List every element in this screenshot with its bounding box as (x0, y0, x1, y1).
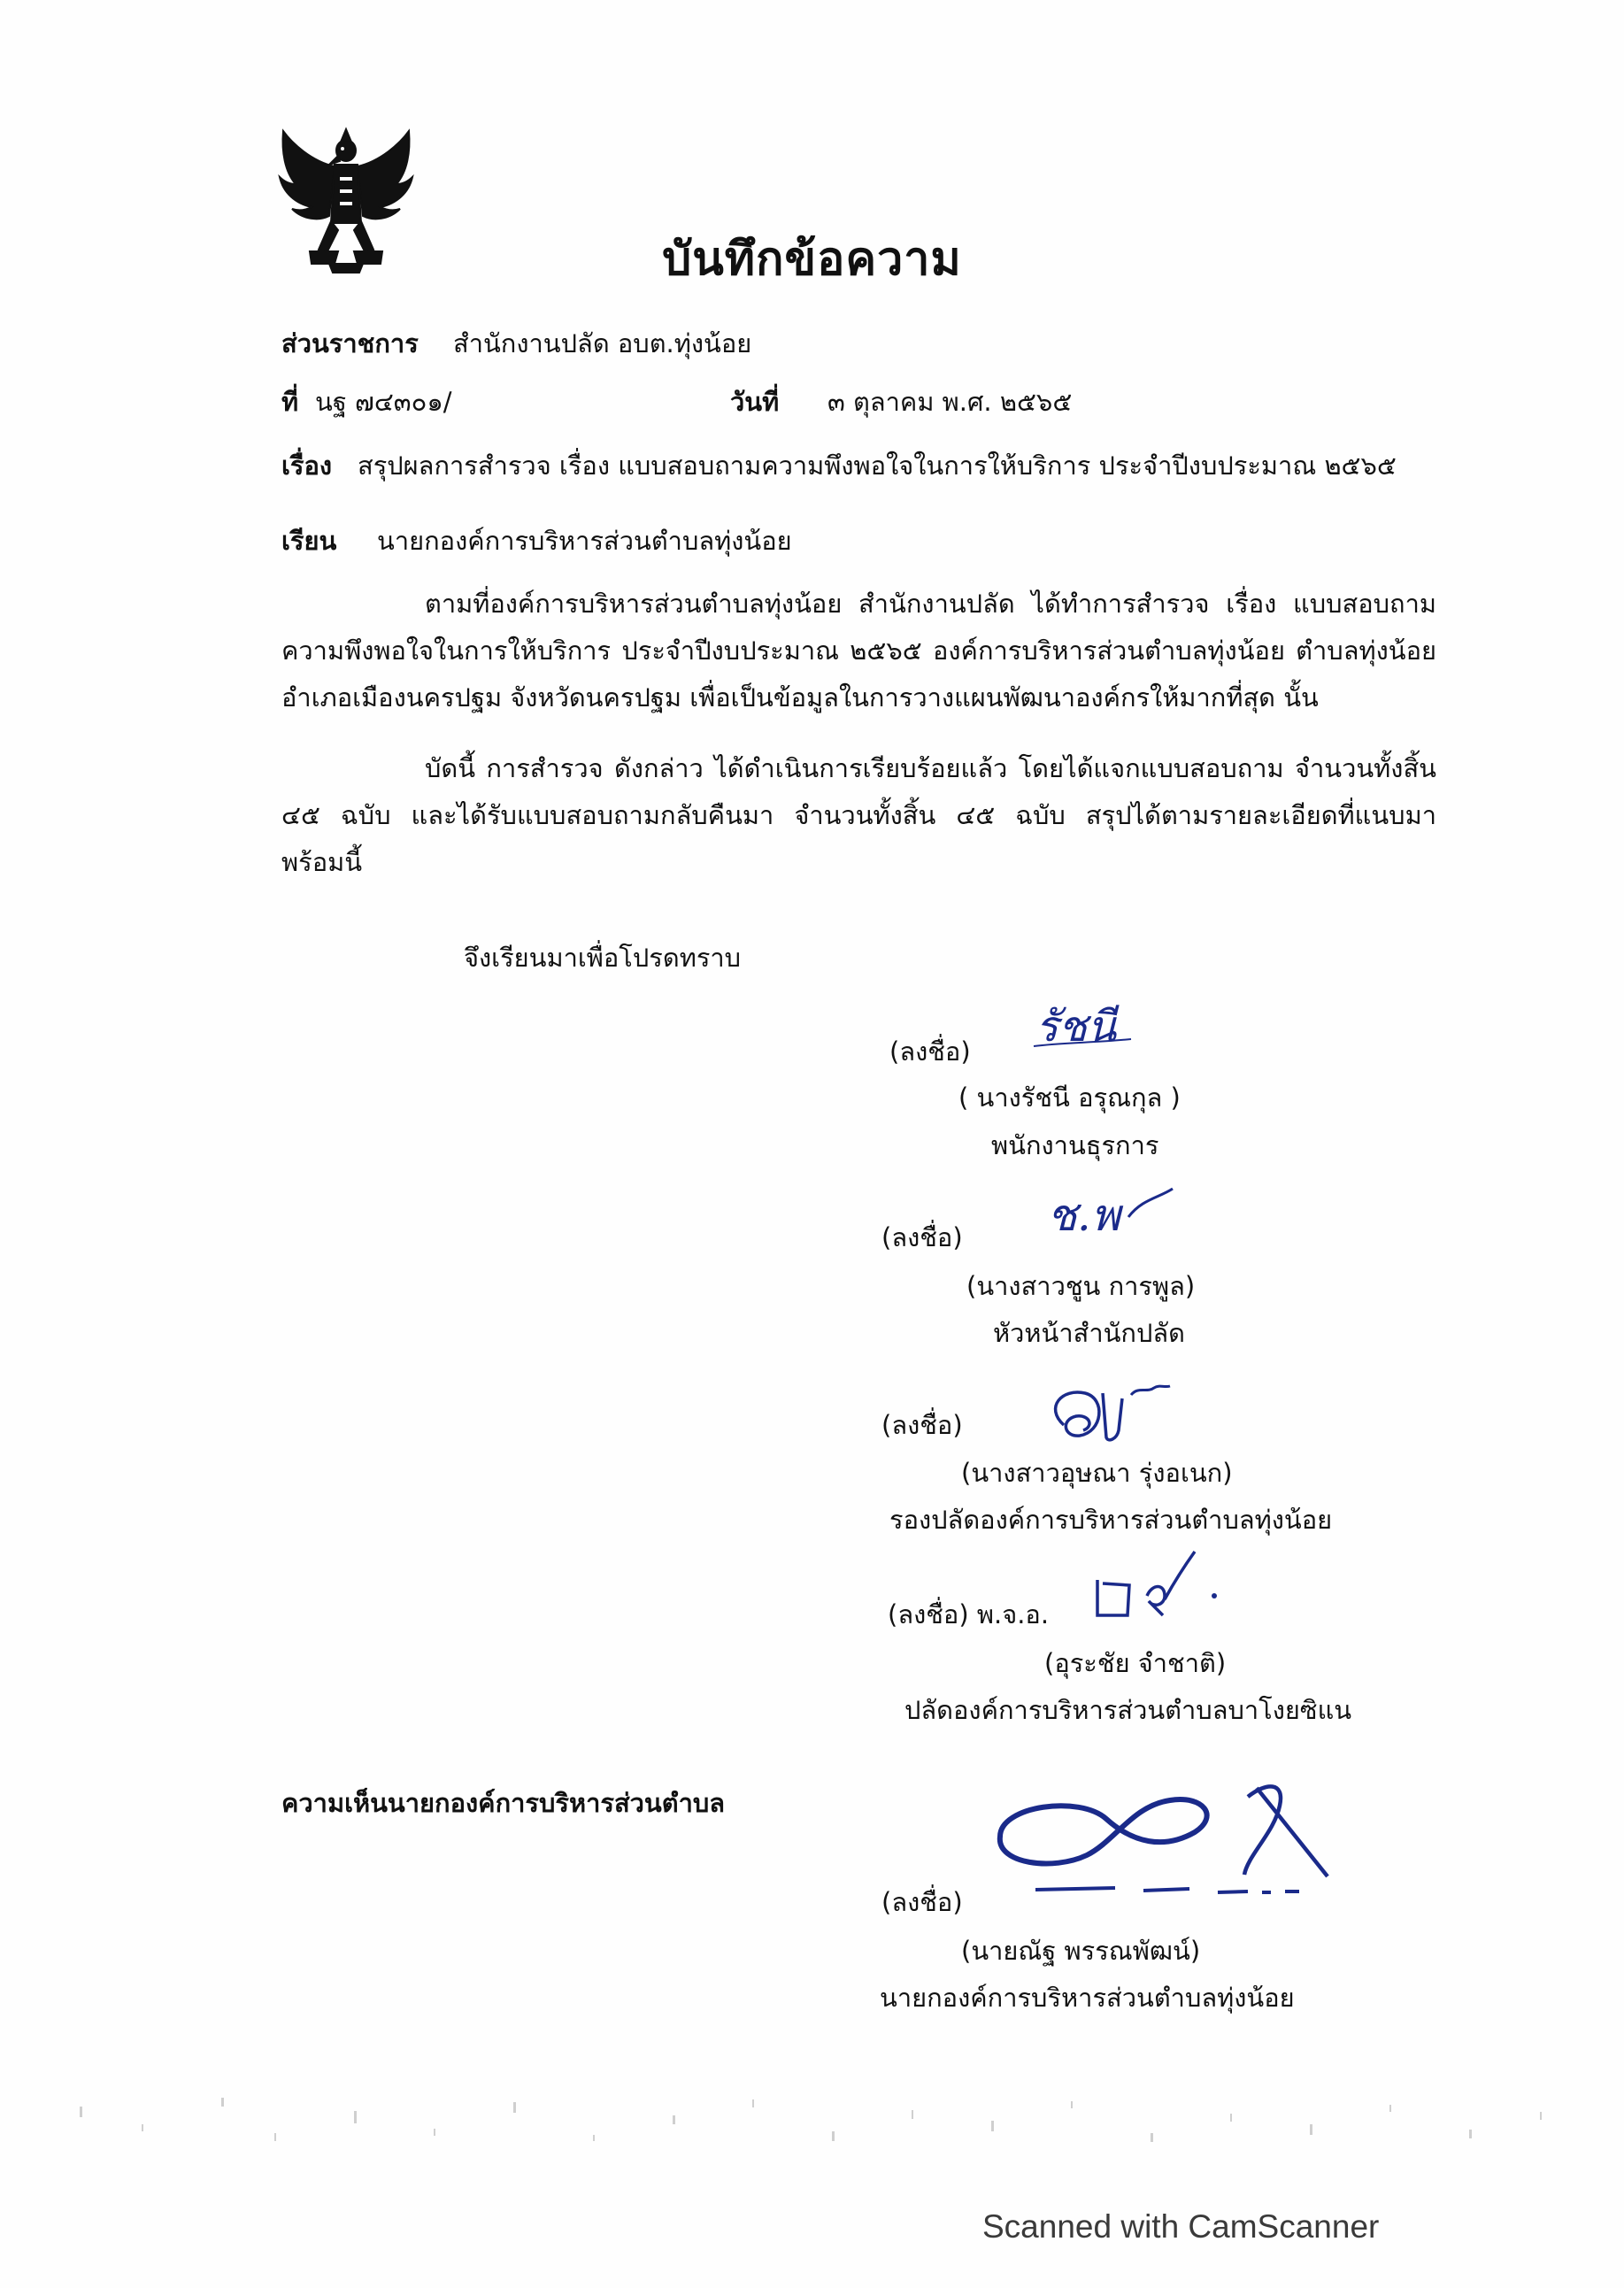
subject-label: เรื่อง (281, 451, 333, 481)
body-p2-line: พร้อมนี้ (281, 847, 363, 877)
date-label: วันที่ (730, 387, 780, 417)
signer-name: (นายณัฐ พรรณพัฒน์) (961, 1936, 1201, 1966)
body-paragraph-1 (281, 581, 1436, 721)
sign-label: (ลงชื่อ) (881, 1887, 963, 1917)
handwritten-signature-2 (1040, 1182, 1181, 1252)
date-value: ๓ ตุลาคม พ.ศ. ๒๕๖๕ (827, 387, 1073, 417)
opinion-heading: ความเห็นนายกองค์การบริหารส่วนตำบล (281, 1788, 726, 1818)
sign-label: (ลงชื่อ) (881, 1410, 963, 1440)
signer-name: (นางสาวอุษณา รุ่งอเนก) (961, 1458, 1233, 1488)
handwritten-signature-4 (1090, 1545, 1232, 1629)
signer-position: นายกองค์การบริหารส่วนตำบลทุ่งน้อย (880, 1983, 1295, 2013)
scan-noise-strip (62, 2080, 1566, 2160)
signer-position: รองปลัดองค์การบริหารส่วนตำบลทุ่งน้อย (889, 1505, 1333, 1535)
handwritten-signature-1 (1027, 988, 1142, 1059)
signer-position: ปลัดองค์การบริหารส่วนตำบลบาโงยซิแน (904, 1695, 1352, 1725)
svg-text:ช.พ: ช.พ (1047, 1190, 1120, 1241)
sign-label: (ลงชื่อ) (881, 1222, 963, 1252)
body-p1-line: ตามที่องค์การบริหารส่วนตำบลทุ่งน้อย สำนักงานปลัด ได้ทำการสำรวจ เรื่อง แบบสอบถาม (425, 589, 1436, 619)
sign-label: (ลงชื่อ) พ.จ.อ. (888, 1599, 1050, 1629)
body-p1-line: อำเภอเมืองนครปฐม จังหวัดนครปฐม เพื่อเป็นข้อมูลในการวางแผนพัฒนาองค์กรให้มากที่สุด นั้น (281, 682, 1319, 713)
ref-label: ที่ (281, 387, 299, 417)
camscanner-watermark: Scanned with CamScanner (982, 2208, 1380, 2245)
subject-value: สรุปผลการสำรวจ เรื่อง แบบสอบถามความพึงพอใจในการให้บริการ ประจำปีงบประมาณ ๒๕๖๕ (358, 451, 1397, 481)
handwritten-signature-3 (1044, 1381, 1195, 1460)
memo-title: บันทึกข้อความ (662, 233, 962, 286)
to-value: นายกองค์การบริหารส่วนตำบลทุ่งน้อย (377, 526, 792, 556)
signer-name: (อุระชัย จำชาติ) (1044, 1648, 1227, 1678)
body-paragraph-2 (281, 745, 1436, 886)
department-label: ส่วนราชการ (281, 328, 419, 358)
closing-text: จึงเรียนมาเพื่อโปรดทราบ (464, 943, 742, 973)
body-p2-line: ๔๕ ฉบับ และได้รับแบบสอบถามกลับคืนมา จำนวนทั้งสิ้น ๔๕ ฉบับ สรุปได้ตามรายละเอียดที่แนบมา (281, 800, 1436, 830)
department-value: สำนักงานปลัด อบต.ทุ่งน้อย (453, 328, 752, 358)
body-p2-line: บัดนี้ การสำรวจ ดังกล่าว ได้ดำเนินการเรียบร้อยแล้ว โดยได้แจกแบบสอบถาม จำนวนทั้งสิ้น (425, 753, 1436, 783)
to-label: เรียน (281, 526, 337, 556)
ref-value: นฐ ๗๔๓๐๑/ (315, 387, 452, 417)
sign-label: (ลงชื่อ) (889, 1036, 971, 1067)
signer-name: (นางสาวชูน การพูล) (966, 1271, 1196, 1301)
body-p1-line: ความพึงพอใจในการให้บริการ ประจำปีงบประมาณ ๒๕๖๕ องค์การบริหารส่วนตำบลทุ่งน้อย ตำบลทุ่งน้อย (281, 636, 1436, 666)
svg-text:รัชนี: รัชนี (1035, 1002, 1117, 1052)
signer-position: หัวหน้าสำนักปลัด (993, 1318, 1186, 1348)
handwritten-signature-mayor (982, 1770, 1354, 1903)
signer-name: ( นางรัชนี อรุณกุล ) (958, 1082, 1181, 1113)
signer-position: พนักงานธุรการ (991, 1130, 1159, 1160)
